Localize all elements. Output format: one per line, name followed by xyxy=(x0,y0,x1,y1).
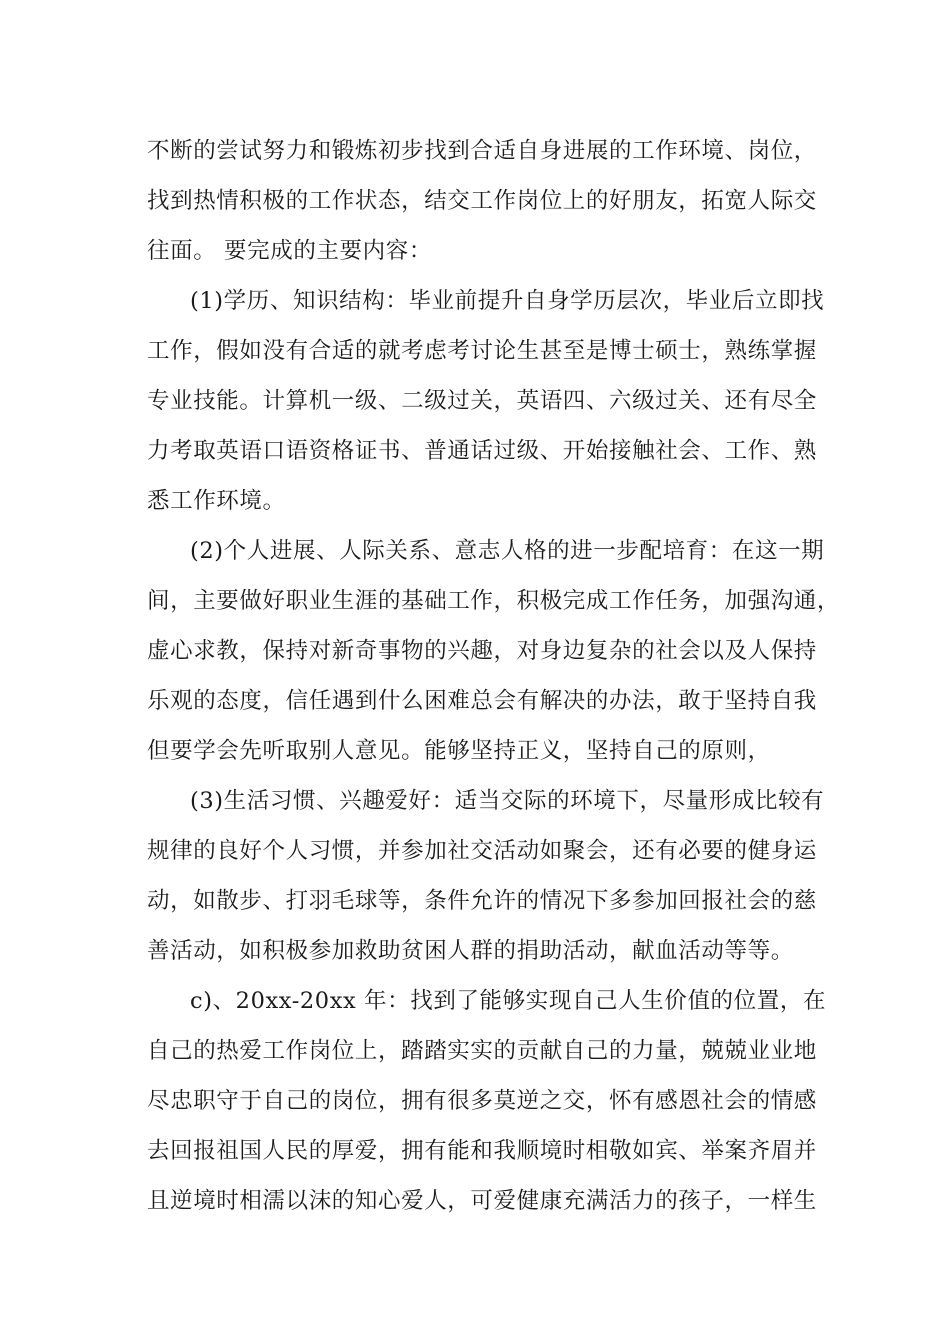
text-line: 动，如散步、打羽毛球等，条件允许的情况下多参加回报社会的慈 xyxy=(147,888,817,914)
text-line: 且逆境时相濡以沫的知心爱人，可爱健康充满活力的孩子，一样生 xyxy=(147,1188,817,1214)
text-line: 间，主要做好职业生涯的基础工作，积极完成工作任务，加强沟通， xyxy=(147,588,841,614)
text-line: (3)生活习惯、兴趣爱好：适当交际的环境下，尽量形成比较有 xyxy=(190,788,825,814)
text-line: 工作，假如没有合适的就考虑考讨论生甚至是博士硕士，熟练掌握 xyxy=(147,338,817,364)
text-line: (1)学历、知识结构：毕业前提升自身学历层次，毕业后立即找 xyxy=(190,288,825,314)
text-line: 找到热情积极的工作状态，结交工作岗位上的好朋友，拓宽人际交 xyxy=(147,188,817,214)
text-line: 不断的尝试努力和锻炼初步找到合适自身进展的工作环境、岗位， xyxy=(147,138,817,164)
text-line: 规律的良好个人习惯，并参加社交活动如聚会，还有必要的健身运 xyxy=(147,838,817,864)
text-line: 尽忠职守于自己的岗位，拥有很多莫逆之交，怀有感恩社会的情感 xyxy=(147,1088,817,1114)
text-line: 自己的热爱工作岗位上，踏踏实实的贡献自己的力量，兢兢业业地 xyxy=(147,1038,817,1064)
text-line: 悉工作环境。 xyxy=(147,488,286,514)
text-line: c)、20xx-20xx 年：找到了能够实现自己人生价值的位置，在 xyxy=(190,988,827,1014)
text-line: 虚心求教，保持对新奇事物的兴趣，对身边复杂的社会以及人保持 xyxy=(147,638,817,664)
text-line: 往面。 要完成的主要内容： xyxy=(147,238,432,264)
text-line: 力考取英语口语资格证书、普通话过级、开始接触社会、工作、熟 xyxy=(147,438,817,464)
text-line: 善活动，如积极参加救助贫困人群的捐助活动，献血活动等等。 xyxy=(147,938,794,964)
text-line: (2)个人进展、人际关系、意志人格的进一步配培育：在这一期 xyxy=(190,538,825,564)
text-line: 乐观的态度，信任遇到什么困难总会有解决的办法，敢于坚持自我 xyxy=(147,688,817,714)
text-line: 但要学会先听取别人意见。能够坚持正义，坚持自己的原则， xyxy=(147,738,771,764)
text-line: 去回报祖国人民的厚爱，拥有能和我顺境时相敬如宾、举案齐眉并 xyxy=(147,1138,817,1164)
text-line: 专业技能。计算机一级、二级过关，英语四、六级过关、还有尽全 xyxy=(147,388,817,414)
